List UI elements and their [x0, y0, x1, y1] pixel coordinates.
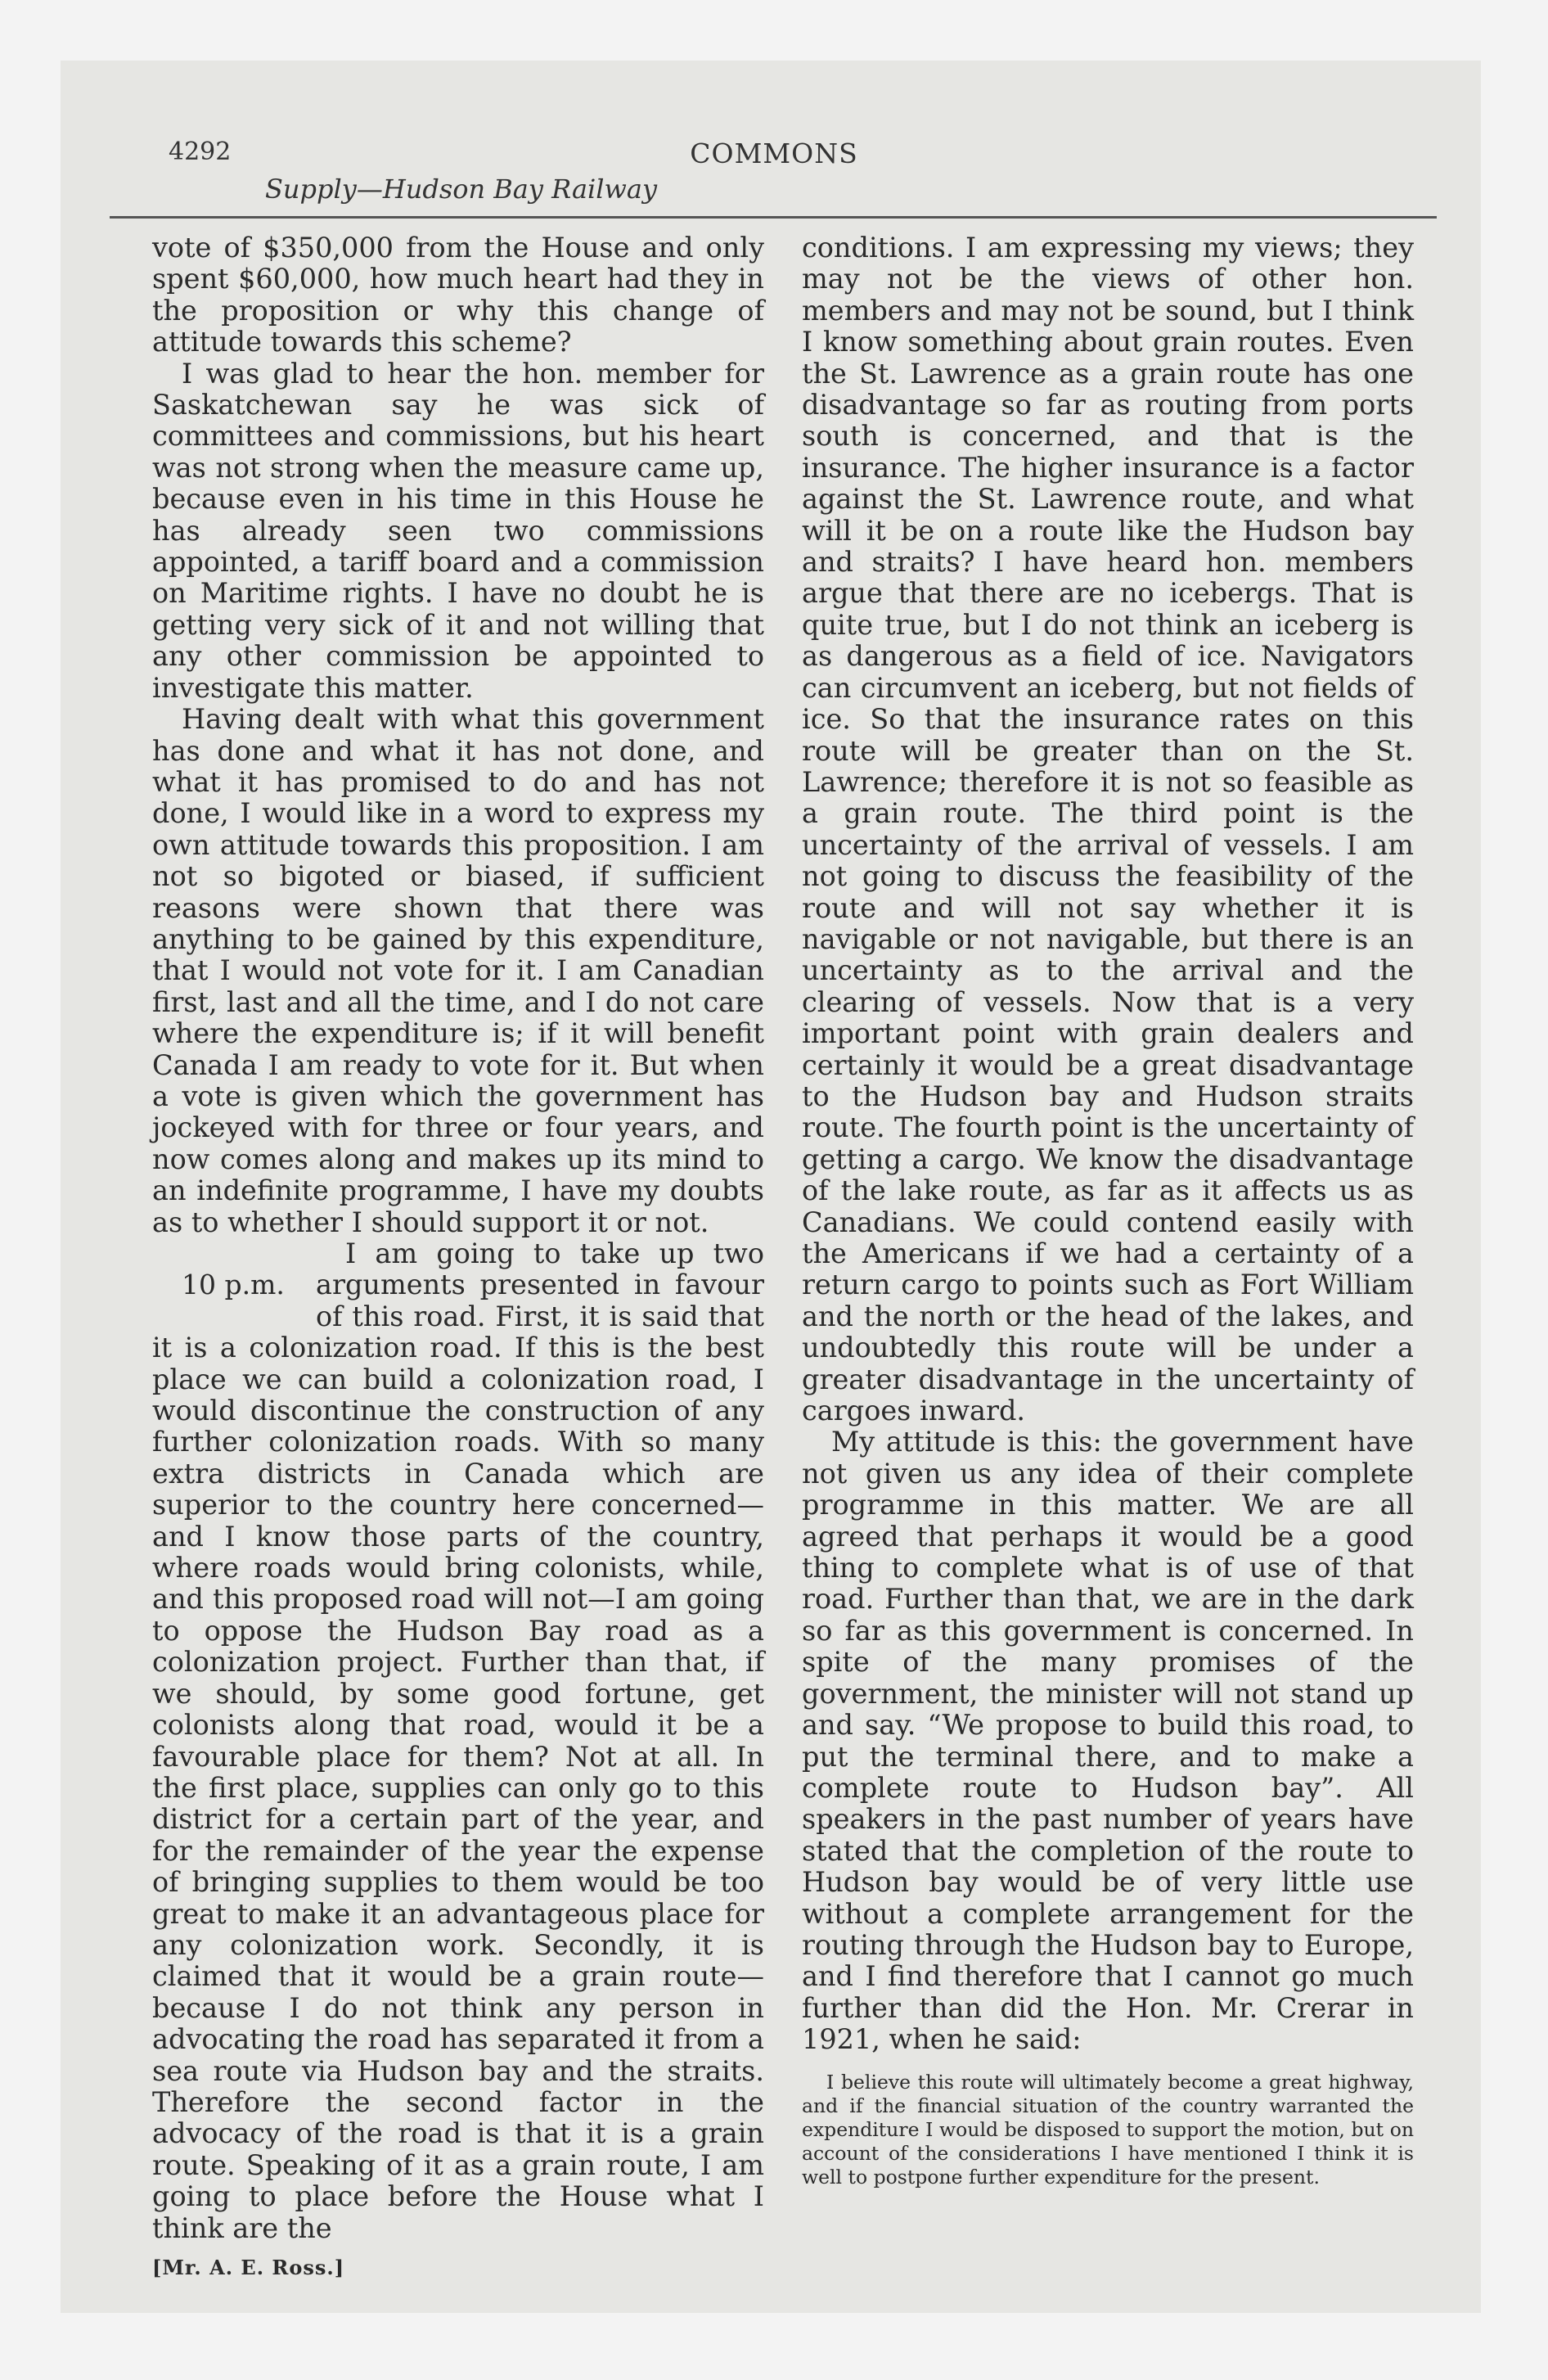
paragraph: I am going to take up two arguments presented in favour of this road. First, it is said that it is a colonization road. If this is the best place we can build a colonization road, I would discontinue the construction of any further colonization roads. With so many extra districts in Canada which are superior to the country here concerned—and I know those parts of the country, where roads would bring colonists, while, and this proposed road will not—I am going to oppose the Hudson Bay road as a colonization project. Further than that, if we should, by some good fortune, get colonists along that road, would it be a favourable place for them? Not at all. In the first place, supplies can only go to this district for a certain part of the year, and for the remainder of the year the expense of bringing supplies to them would be too great to make it an advantageous place for any colonization work. Secondly, it is claimed that it would be a grain route—because I do not think any person in advocating the road has separated it from a sea route via Hudson bay and the straits. Therefore the second factor in the advocacy of the road is that it is a grain route. Speaking of it as a grain route, I am going to place before the House what I think are the — [152, 1237, 764, 2244]
speaker-tag: [Mr. A. E. Ross.] — [152, 2256, 345, 2279]
paragraph: conditions. I am expressing my views; they may not be the views of other hon. members and may not be sound, but I think I know something about grain routes. Even the St. Lawrence as a grain route has one disadvantage so far as routing from ports south is concerned, and that is the insurance. The higher insurance is a factor against the St. Lawrence route, and what will it be on a route like the Hudson bay and straits? I have heard hon. members argue that there are no icebergs. That is quite true, but I do not think an iceberg is as dangerous as a field of ice. Navigators can circumvent an iceberg, but not fields of ice. So that the insurance rates on this route will be greater than on the St. Lawrence; therefore it is not so feasible as a grain route. The third point is the uncertainty of the arrival of vessels. I am not going to discuss the feasibility of the route and will not say whether it is navigable or not navigable, but there is an uncertainty as to the arrival and the clearing of vessels. Now that is a very important point with grain dealers and certainly it would be a great disadvantage to the Hudson bay and Hudson straits route. The fourth point is the uncertainty of getting a cargo. We know the disadvantage of the lake route, as far as it affects us as Canadians. We could contend easily with the Americans if we had a certainty of a return cargo to points such as Fort William and the north or the head of the lakes, and undoubtedly this route will be under a greater disadvantage in the uncertainty of cargoes inward. — [802, 232, 1414, 1427]
running-title: COMMONS — [690, 137, 858, 169]
section-title: Supply—Hudson Bay Railway — [265, 174, 658, 205]
paragraph: vote of $350,000 from the House and only spent $60,000, how much heart had they in the proposition or why this change of attitude towards this scheme? — [152, 232, 764, 358]
right-column — [802, 232, 1414, 2189]
header-rule — [110, 216, 1437, 219]
quote-text: I believe this route will ultimately become a great highway, and if the financial situation of the country warranted the expenditure I would be disposed to support the motion, but on account of the considerations I have mentioned I think it is well to postpone further expenditure for the present. — [802, 2070, 1414, 2188]
page-header — [110, 137, 1438, 216]
margin-time-note: 10 p.m. — [182, 1269, 285, 1300]
paragraph: I was glad to hear the hon. member for Saskatchewan say he was sick of committees and commissions, but his heart was not strong when the measure came up, because even in his time in this House he has already seen two commissions appointed, a tariff board and a commission on Maritime rights. I have no doubt he is getting very sick of it and not willing that any other commission be appointed to investigate this matter. — [152, 357, 764, 704]
paragraph: My attitude is this: the government have not given us any idea of their complete programme in this matter. We are all agreed that perhaps it would be a good thing to complete what is of use of that road. Further than that, we are in the dark so far as this government is concerned. In spite of the many promises of the government, the minister will not stand up and say. “We propose to build this road, to put the terminal there, and to make a complete route to Hudson bay”. All speakers in the past number of years have stated that the completion of the route to Hudson bay would be of very little use without a complete arrangement for the routing through the Hudson bay to Europe, and I find therefore that I cannot go much further than did the Hon. Mr. Crerar in 1921, when he said: — [802, 1426, 1414, 2056]
left-column — [152, 232, 764, 2283]
block-quote — [802, 2071, 1414, 2189]
page-number: 4292 — [169, 137, 232, 166]
paragraph: Having dealt with what this government has done and what it has not done, and what it has promised to do and has not done, I would like in a word to express my own attitude towards this proposition. I am not so bigoted or biased, if sufficient reasons were shown that there was anything to be gained by this expenditure, that I would not vote for it. I am Canadian first, last and all the time, and I do not care where the expenditure is; if it will benefit Canada I am ready to vote for it. But when a vote is given which the government has jockeyed with for three or four years, and now comes along and makes up its mind to an indefinite programme, I have my doubts as to whether I should support it or not. — [152, 703, 764, 1238]
